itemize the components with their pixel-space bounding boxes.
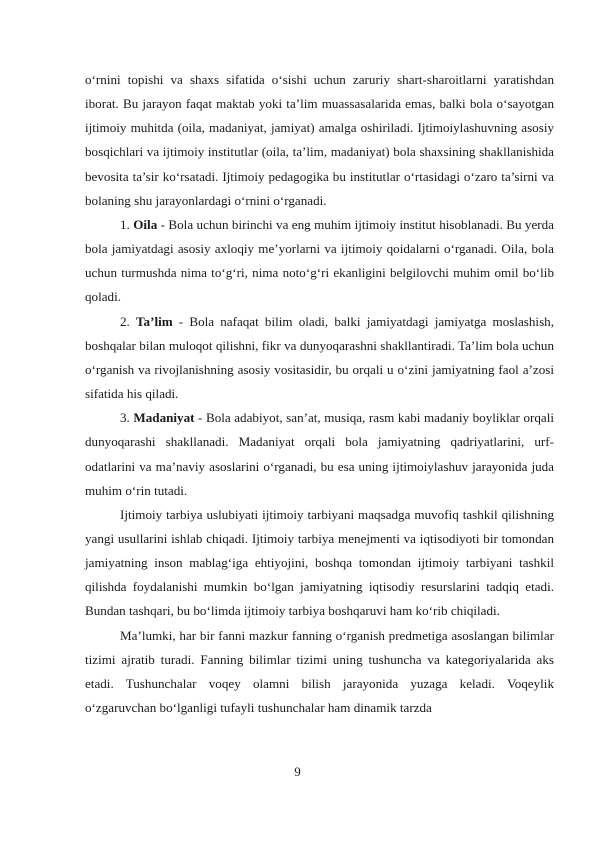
- paragraph-fan-bilimlar: [85, 624, 554, 721]
- list-number: 3.: [120, 410, 130, 426]
- term-oila: Oila: [133, 216, 158, 232]
- list-item-talim: [85, 310, 554, 407]
- term-talim: Ta’lim: [136, 313, 173, 329]
- paragraph-text: - Bola nafaqat bilim oladi, balki jamiyatdagi jamiyatga moslashish, boshqalar bilan muloqot qilishni, fikr va dunyoqarashni shakllantiradi. Ta’lim bola uchun o‘rganish va rivojlanishning asosiy vositasidir, bu orqali u o‘zini jamiyatning faol a’zosi sifatida his qiladi.: [85, 313, 554, 402]
- body-text: [85, 68, 554, 720]
- paragraph-text: - Bola uchun birinchi va eng muhim ijtimoiy institut hisoblanadi. Bu yerda bola jamiyatdagi asosiy axloqiy me’yorlarni va ijtimoiy qoidalarni o‘rganadi. Oila, bola uchun turmushda nima to‘g‘ri, nima noto‘g‘ri ekanligini belgilovchi muhim omil bo‘lib qoladi.: [85, 216, 554, 305]
- paragraph-text: Ijtimoiy tarbiya uslubiyati ijtimoiy tarbiyani maqsadga muvofiq tashkil qilishning yangi usullarini ishlab chiqadi. Ijtimoiy tarbiya menejmenti va iqtisodiyoti bir tomondan jamiyatning inson mablag‘iga ehtiyojini, boshqa tomondan ijtimoiy tarbiyani tashkil qilishda foydalanishi mumkin bo‘lgan jamiyatning iqtisodiy resurslarini tadqiq etadi. Bundan tashqari, bu bo‘limda ijtimoiy tarbiya boshqaruvi ham ko‘rib chiqiladi.: [85, 506, 554, 619]
- paragraph-text: o‘rnini topishi va shaxs sifatida o‘sishi uchun zaruriy shart-sharoitlarni yaratishdan iborat. Bu jarayon faqat maktab yoki ta’lim muassasalarida emas, balki bola o‘sayotgan ijtimoiy muhitda (oila, madaniyat, jamiyat) amalga oshiriladi. Ijtimoiylashuvning asosiy bosqichlari va ijtimoiy institutlar (oila, ta’lim, madaniyat) bola shaxsining shakllanishida bevosita ta’sir ko‘rsatadi. Ijtimoiy pedagogika bu institutlar o‘rtasidagi o‘zaro ta’sirni va bolaning shu jarayonlardagi o‘rnini o‘rganadi.: [85, 72, 554, 208]
- list-item-oila: [85, 213, 554, 310]
- list-item-madaniyat: [85, 406, 554, 503]
- paragraph-ijtimoiy-tarbiya: [85, 503, 554, 624]
- list-number: 2.: [120, 313, 130, 329]
- list-number: 1.: [120, 216, 130, 232]
- paragraph-text: - Bola adabiyot, san’at, musiqa, rasm kabi madaniy boyliklar orqali dunyoqarashi shakllanadi. Madaniyat orqali bola jamiyatning qadriyatlarini, urf-odatlarini va ma’naviy asoslarini o‘rganadi, bu esa uning ijtimoiylashuv jarayonida juda muhim o‘rin tutadi.: [85, 410, 554, 498]
- paragraph-continuation: [85, 68, 554, 213]
- term-madaniyat: Madaniyat: [133, 410, 195, 426]
- page-number: 9: [294, 764, 301, 779]
- paragraph-text: Ma’lumki, har bir fanni mazkur fanning o‘rganish predmetiga asoslangan bilimlar tizimi ajratib turadi. Fanning bilimlar tizimi uning tushuncha va kategoriyalarida aks etadi. Tushunchalar voqey olamni bilish jarayonida yuzaga keladi. Voqeylik o‘zgaruvchan bo‘lganligi tufayli tushunchalar ham dinamik tarzda: [85, 627, 554, 716]
